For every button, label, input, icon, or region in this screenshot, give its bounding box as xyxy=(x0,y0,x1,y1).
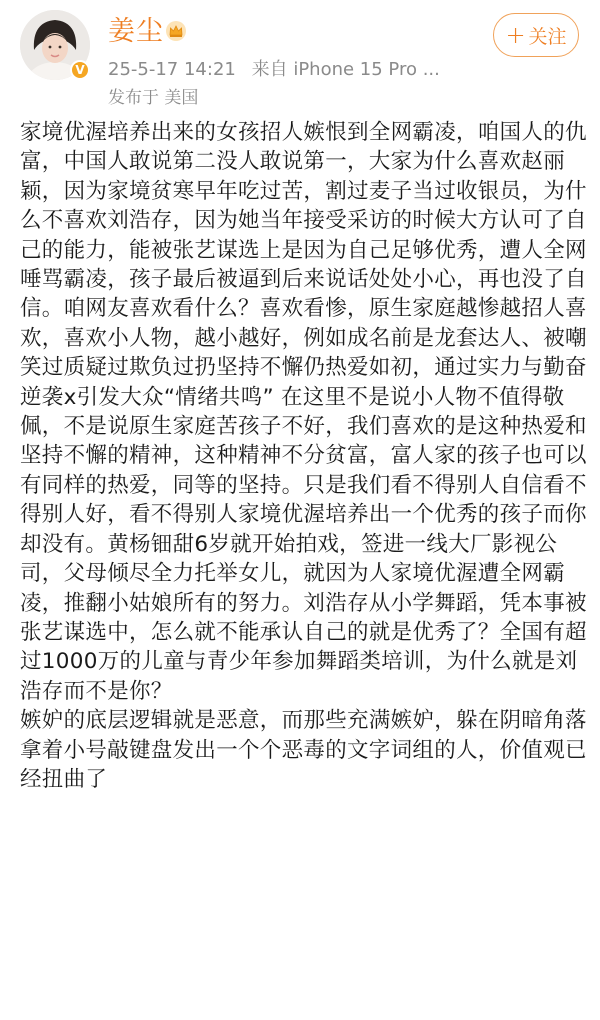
follow-label: 关注 xyxy=(528,25,567,48)
post-content xyxy=(20,118,592,794)
crown-icon xyxy=(165,20,187,42)
username[interactable]: 姜尘 xyxy=(108,16,164,47)
post-paragraph-2: 嫉妒的底层逻辑就是恶意，而那些充满嫉妒，躲在阴暗角落拿着小号敲键盘发出一个个恶毒的文字词组的人，价值观已经扭曲了 xyxy=(20,708,587,792)
follow-button[interactable] xyxy=(493,13,579,57)
post-header xyxy=(0,0,600,118)
publish-location: 发布于 美国 xyxy=(108,88,199,108)
post-paragraph-1: 家境优渥培养出来的女孩招人嫉恨到全网霸凌，咱国人的仇富，中国人敢说第二没人敢说第一，大家为什么喜欢赵丽颖，因为家境贫寒早年吃过苦，割过麦子当过收银员，为什么不喜欢刘浩存，因为她当年接受采访的时候大方认可了自己的能力，能被张艺谋选上是因为自己足够优秀，遭人全网唾骂霸凌，孩子最后被逼到后来说话处处小心，再也没了自信。咱网友喜欢看什么？喜欢看惨，原生家庭越惨越招人喜欢，喜欢小人物，越小越好，例如成名前是龙套达人、被嘲笑过质疑过欺负过扔坚持不懈仍热爱如初，通过实力与勤奋逆袭x引发大众“情绪共鸣” 在这里不是说小人物不值得敬佩，不是说原生家庭苦孩子不好，我们喜欢的是这种热爱和坚持不懈的精神，这种精神不分贫富，富人家的孩子也可以有同样的热爱，同等的坚持。只是我们看不得别人自信看不得别人好，看不得别人家境优渥培养出一个优秀的孩子而你却没有。黄杨钿甜6岁就开始拍戏，签进一线大厂影视公司，父母倾尽全力托举女儿，就因为人家境优渥遭全网霸凌，推翻小姑娘所有的努力。刘浩存从小学舞蹈，凭本事被张艺谋选中，怎么就不能承认自己的就是优秀了？全国有超过1000万的儿童与青少年参加舞蹈类培训，为什么就是刘浩存而不是你？ xyxy=(20,120,587,704)
post-meta xyxy=(108,58,450,82)
post-source: 来自 iPhone 15 Pro ... xyxy=(251,59,440,80)
verified-badge-icon: V xyxy=(70,60,90,80)
post-timestamp: 25-5-17 14:21 xyxy=(108,59,236,80)
plus-icon: + xyxy=(505,21,526,49)
